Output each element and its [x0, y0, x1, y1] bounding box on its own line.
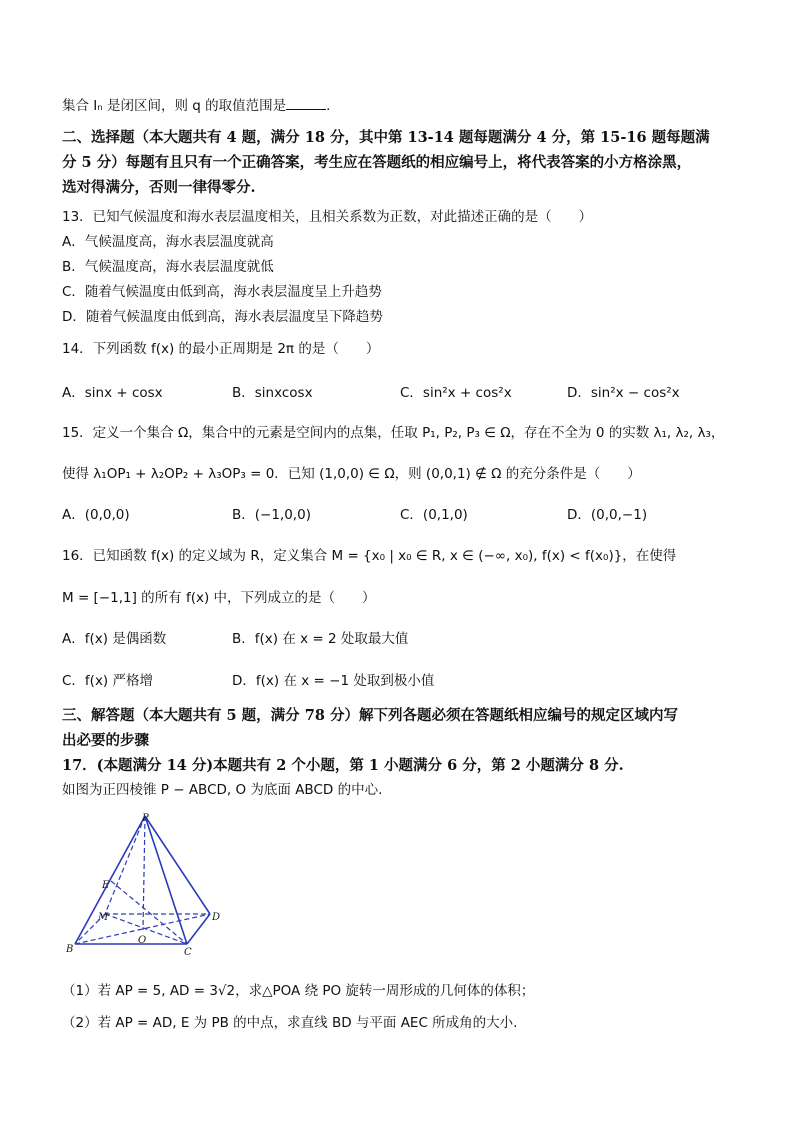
- intro-text: 集合 Iₙ 是闭区间，则 q 的取值范围是: [62, 98, 287, 114]
- label-c: C: [184, 947, 192, 958]
- q13-option-c: C．随着气候温度由低到高，海水表层温度呈上升趋势: [62, 284, 382, 300]
- label-p: P: [142, 813, 149, 824]
- edge-pd: [145, 816, 210, 914]
- q15-option-c: C．(0,1,0): [400, 507, 468, 523]
- q14-option-b: B．sinxcosx: [232, 385, 313, 401]
- q15-line-1: 15．定义一个集合 Ω，集合中的元素是空间内的点集，任取 P₁, P₂, P₃ ∈ Ω，存在不全为 0 的实数 λ₁, λ₂, λ₃，: [62, 425, 725, 441]
- q13-stem: 13．已知气候温度和海水表层温度相关，且相关系数为正数，对此描述正确的是（ ）: [62, 209, 593, 225]
- label-e: E: [102, 880, 110, 891]
- q13-option-a: A．气候温度高，海水表层温度就高: [62, 234, 274, 250]
- q15-option-b: B．(−1,0,0): [232, 507, 311, 523]
- period: .: [326, 98, 331, 114]
- q16-line-2: M = [−1,1] 的所有 f(x) 中，下列成立的是（ ）: [62, 590, 376, 606]
- q14-option-c: C．sin²x + cos²x: [400, 385, 512, 401]
- edge-pc: [145, 816, 187, 944]
- q14-option-a: A．sinx + cosx: [62, 385, 163, 401]
- section3-line-1: 三、解答题（本大题共有 5 题，满分 78 分）解下列各题必须在答题纸相应编号的规定区域内写: [62, 707, 678, 724]
- section2-line-2: 分 5 分）每题有且只有一个正确答案，考生应在答题纸的相应编号上，将代表答案的小方格涂黑，: [62, 154, 692, 171]
- q15-option-a: A．(0,0,0): [62, 507, 130, 523]
- q17-header: 17．(本题满分 14 分)本题共有 2 个小题，第 1 小题满分 6 分，第 2 小题满分 8 分.: [62, 757, 624, 774]
- q17-stem: 如图为正四棱锥 P − ABCD, O 为底面 ABCD 的中心.: [62, 782, 383, 798]
- label-m: M: [98, 912, 109, 923]
- q16-option-d: D．f(x) 在 x = −1 处取到极小值: [232, 673, 435, 689]
- edge-cd: [187, 914, 210, 944]
- segment-ec: [111, 881, 187, 944]
- edge-pa: [105, 816, 145, 914]
- label-b: B: [66, 944, 74, 955]
- q14-stem: 14．下列函数 f(x) 的最小正周期是 2π 的是（ ）: [62, 341, 380, 357]
- segment-po: [143, 816, 145, 930]
- q15-line-2: 使得 λ₁OP₁ + λ₂OP₂ + λ₃OP₃ = 0．已知 (1,0,0) ∈ Ω，则 (0,0,1) ∉ Ω 的充分条件是（ ）: [62, 466, 641, 482]
- edge-pb: [75, 816, 145, 944]
- q16-option-a: A．f(x) 是偶函数: [62, 631, 167, 647]
- q14-option-d: D．sin²x − cos²x: [567, 385, 680, 401]
- label-d: D: [212, 912, 221, 923]
- label-o: O: [138, 935, 147, 946]
- q17-sub2: （2）若 AP = AD, E 为 PB 的中点，求直线 BD 与平面 AEC 所成角的大小.: [62, 1015, 518, 1031]
- answer-blank: [286, 97, 326, 110]
- section2-line-3: 选对得满分，否则一律得零分.: [62, 179, 256, 196]
- pyramid-figure: [60, 810, 230, 960]
- intro-line: [62, 96, 330, 116]
- section2-line-1: 二、选择题（本大题共有 4 题，满分 18 分，其中第 13-14 题每题满分 4 分，第 15-16 题每题满: [62, 129, 710, 146]
- q16-line-1: 16．已知函数 f(x) 的定义域为 R，定义集合 M = {x₀ | x₀ ∈ R, x ∈ (−∞, x₀), f(x) < f(x₀)}，在使得: [62, 548, 677, 564]
- q15-option-d: D．(0,0,−1): [567, 507, 648, 523]
- q16-option-b: B．f(x) 在 x = 2 处取最大值: [232, 631, 409, 647]
- q17-sub1: （1）若 AP = 5, AD = 3√2，求△POA 绕 PO 旋转一周形成的几何体的体积；: [62, 983, 535, 999]
- q13-option-b: B．气候温度高，海水表层温度就低: [62, 259, 274, 275]
- section3-line-2: 出必要的步骤: [62, 732, 149, 749]
- q13-option-d: D．随着气候温度由低到高，海水表层温度呈下降趋势: [62, 309, 383, 325]
- q16-option-c: C．f(x) 严格增: [62, 673, 153, 689]
